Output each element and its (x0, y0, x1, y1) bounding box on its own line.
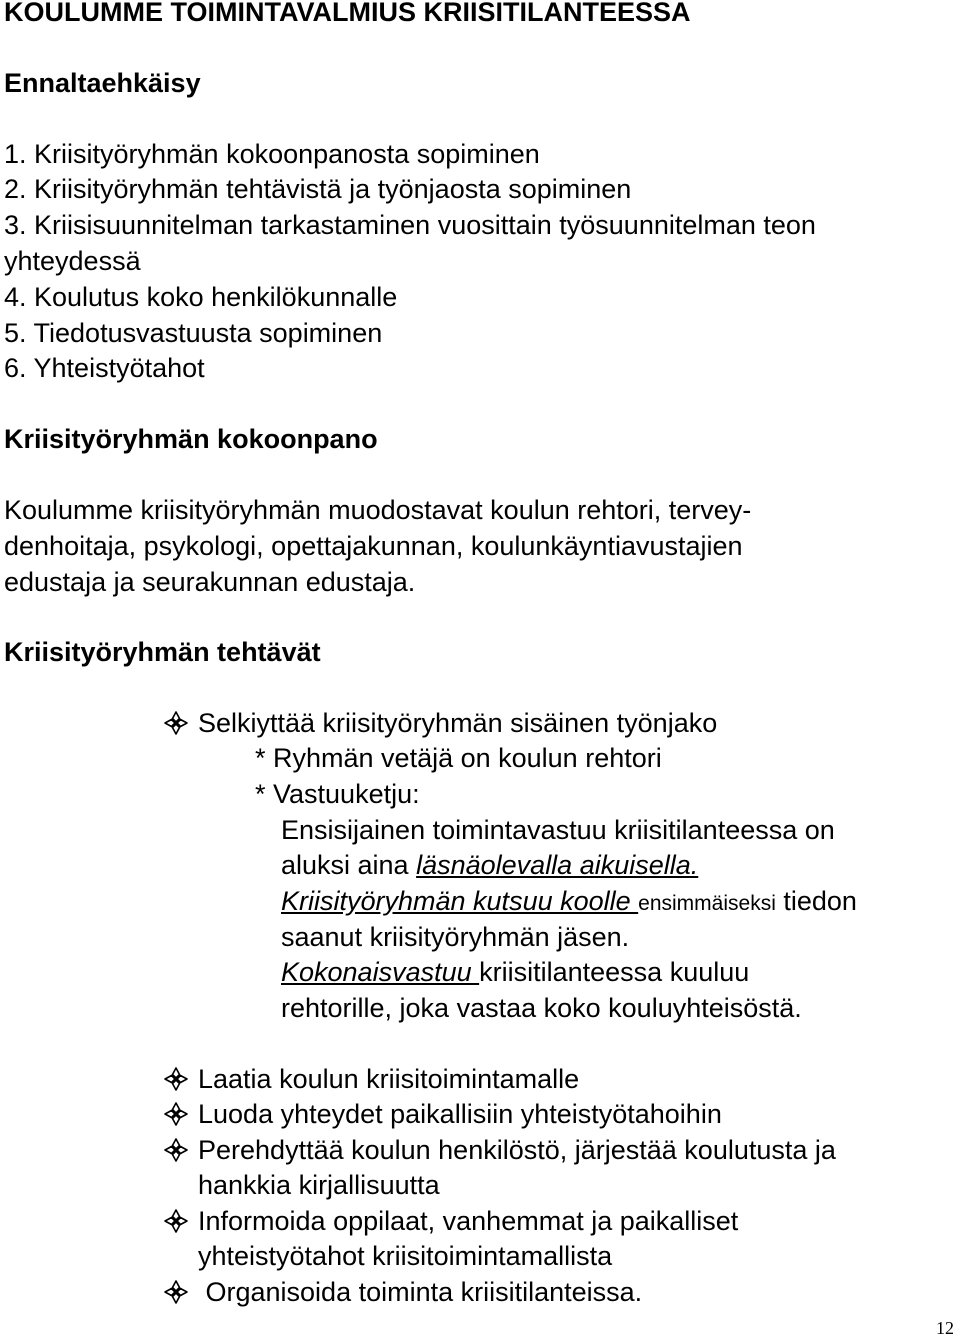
responsibility-chain-text: saanut kriisityöryhmän jäsen. (281, 922, 630, 952)
diamond-bullet-icon (163, 1066, 189, 1092)
composition-text: edustaja ja seurakunnan edustaja. (4, 567, 416, 597)
task-bullet: Perehdyttää koulun henkilöstö, järjestää koulutusta ja (198, 1135, 836, 1165)
responsibility-chain-text (281, 954, 749, 990)
chain-emphasis: Kriisityöryhmän kutsuu koolle (281, 886, 639, 916)
responsibility-chain-text (281, 847, 698, 883)
responsibility-chain-text: rehtorille, joka vastaa koko kouluyhteisöstä. (281, 993, 802, 1023)
task-bullet-continuation: hankkia kirjallisuutta (198, 1170, 440, 1200)
chain-emphasis: läsnäolevalla aikuisella. (416, 850, 699, 880)
diamond-bullet-icon (163, 1279, 189, 1305)
chain-text-plain: aluksi aina (281, 850, 417, 880)
chain-small-text: ensimmäiseksi (638, 892, 776, 915)
chain-emphasis: Kokonaisvastuu (281, 957, 480, 987)
task-bullet-continuation: yhteistyötahot kriisitoimintamallista (198, 1241, 613, 1271)
chain-text-plain: tiedon (775, 886, 857, 916)
task-bullet: Informoida oppilaat, vanhemmat ja paikalliset (198, 1206, 739, 1236)
task-bullet: Organisoida toiminta kriisitilanteissa. (198, 1277, 643, 1307)
task-bullet: Selkiyttää kriisityöryhmän sisäinen työnjako (198, 708, 718, 738)
prevention-item: 5. Tiedotusvastuusta sopiminen (4, 318, 383, 348)
responsibility-chain-text: Ensisijainen toimintavastuu kriisitilanteessa on (281, 815, 835, 845)
task-subitem: * Vastuuketju: (255, 779, 420, 809)
chain-text-plain: kriisitilanteessa kuuluu (479, 957, 750, 987)
prevention-item: 1. Kriisityöryhmän kokoonpanosta sopiminen (4, 139, 540, 169)
composition-text: denhoitaja, psykologi, opettajakunnan, koulunkäyntiavustajien (4, 531, 743, 561)
prevention-item: 3. Kriisisuunnitelman tarkastaminen vuosittain työsuunnitelman teon (4, 210, 816, 240)
document-title: KOULUMME TOIMINTAVALMIUS KRIISITILANTEESSA (4, 0, 691, 27)
task-bullet: Laatia koulun kriisitoimintamalle (198, 1064, 580, 1094)
prevention-item: 4. Koulutus koko henkilökunnalle (4, 282, 398, 312)
diamond-bullet-icon (163, 1208, 189, 1234)
tasks-heading: Kriisityöryhmän tehtävät (4, 637, 321, 667)
composition-heading: Kriisityöryhmän kokoonpano (4, 424, 378, 454)
prevention-item: 6. Yhteistyötahot (4, 353, 205, 383)
diamond-bullet-icon (163, 1137, 189, 1163)
composition-text: Koulumme kriisityöryhmän muodostavat koulun rehtori, tervey- (4, 495, 752, 525)
prevention-item: yhteydessä (4, 246, 141, 276)
prevention-item: 2. Kriisityöryhmän tehtävistä ja työnjaosta sopiminen (4, 174, 632, 204)
prevention-heading: Ennaltaehkäisy (4, 68, 201, 98)
diamond-bullet-icon (163, 1101, 189, 1127)
task-subitem: * Ryhmän vetäjä on koulun rehtori (255, 743, 662, 773)
task-bullet: Luoda yhteydet paikallisiin yhteistyötahoihin (198, 1099, 722, 1129)
responsibility-chain-text (281, 883, 857, 922)
diamond-bullet-icon (163, 710, 189, 736)
page-number: 12 (936, 1318, 954, 1338)
